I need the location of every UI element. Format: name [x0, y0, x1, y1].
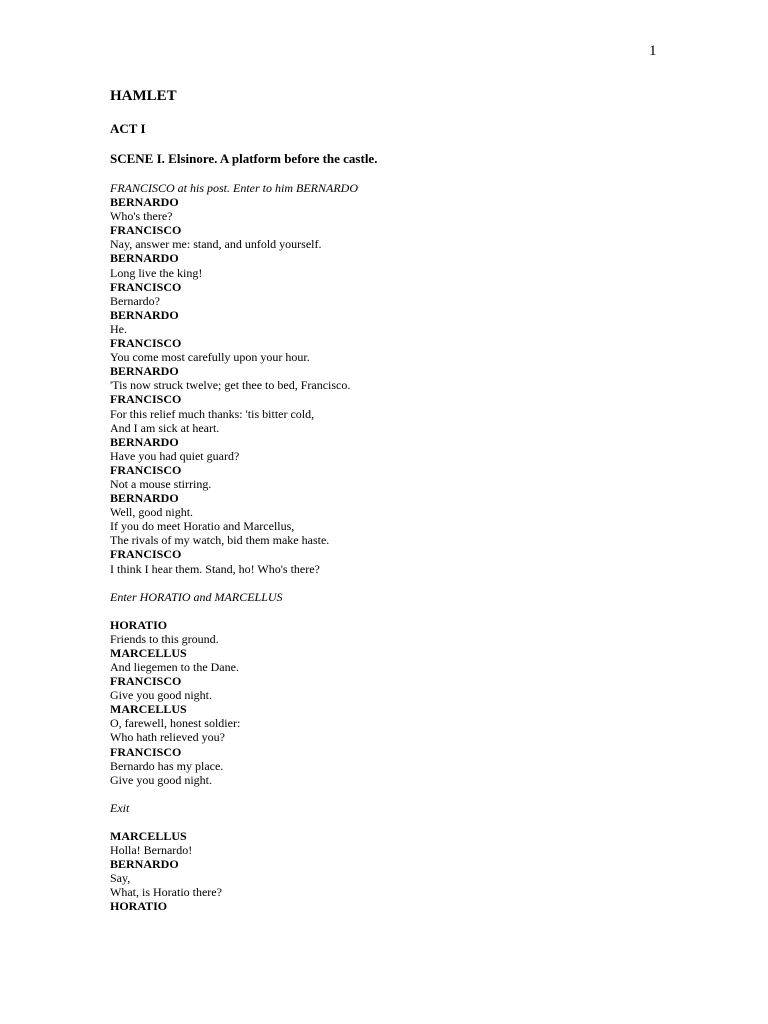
dialogue-line: What, is Horatio there?: [110, 885, 222, 900]
dialogue-line: Holla! Bernardo!: [110, 843, 193, 858]
blank-line: [110, 576, 710, 590]
dialogue-line: O, farewell, honest soldier:: [110, 716, 241, 731]
blank-line: [110, 815, 710, 829]
dialogue-line: Who hath relieved you?: [110, 730, 225, 745]
dialogue-line: Bernardo?: [110, 293, 160, 308]
dialogue-line: And liegemen to the Dane.: [110, 660, 239, 674]
speaker-name: BERNARDO: [110, 251, 179, 266]
dialogue-line: Long live the king!: [110, 265, 203, 280]
speaker-name: FRANCISCO: [110, 744, 182, 759]
dialogue-line: Bernardo has my place.: [110, 758, 224, 773]
dialogue-line: Friends to this ground.: [110, 631, 219, 646]
document-body: [110, 86, 710, 914]
speaker-name: MARCELLUS: [110, 645, 187, 660]
speaker-name: FRANCISCO: [110, 547, 182, 562]
stage-direction: Enter HORATIO and MARCELLUS: [110, 589, 283, 604]
scene-title: SCENE I. Elsinore. A platform before the castle.: [110, 151, 378, 166]
dialogue-line: Say,: [110, 871, 131, 886]
script-text: [110, 181, 710, 914]
blank-line: [110, 787, 710, 801]
dialogue-line: For this relief much thanks: 'tis bitter cold,: [110, 406, 315, 421]
dialogue-line: Not a mouse stirring.: [110, 476, 212, 491]
dialogue-line: The rivals of my watch, bid them make haste.: [110, 533, 330, 548]
dialogue-line: 'Tis now struck twelve; get thee to bed, Francisco.: [110, 378, 351, 393]
act-title: ACT I: [110, 121, 146, 136]
dialogue-line: Well, good night.: [110, 505, 194, 520]
dialogue-line: You come most carefully upon your hour.: [110, 350, 310, 365]
dialogue-line: If you do meet Horatio and Marcellus,: [110, 519, 295, 534]
speaker-name: FRANCISCO: [110, 336, 182, 351]
dialogue-line: Who's there?: [110, 209, 173, 224]
speaker-name: FRANCISCO: [110, 392, 182, 407]
speaker-name: BERNARDO: [110, 195, 179, 210]
play-title: HAMLET: [110, 88, 177, 104]
speaker-name: BERNARDO: [110, 307, 179, 322]
dialogue-line: Give you good night.: [110, 772, 212, 787]
speaker-name: MARCELLUS: [110, 828, 187, 843]
dialogue-line: Give you good night.: [110, 688, 212, 703]
speaker-name: HORATIO: [110, 899, 168, 914]
dialogue-line: He.: [110, 321, 127, 336]
speaker-name: FRANCISCO: [110, 279, 182, 294]
speaker-name: BERNARDO: [110, 434, 179, 449]
dialogue-line: I think I hear them. Stand, ho! Who's there?: [110, 561, 320, 576]
stage-direction: FRANCISCO at his post. Enter to him BERNARDO: [110, 181, 358, 195]
speaker-name: FRANCISCO: [110, 462, 182, 477]
speaker-name: BERNARDO: [110, 857, 179, 872]
dialogue-line: Nay, answer me: stand, and unfold yourself.: [110, 237, 322, 252]
stage-direction: Exit: [110, 800, 130, 815]
speaker-name: HORATIO: [110, 617, 168, 632]
dialogue-line: Have you had quiet guard?: [110, 448, 240, 463]
speaker-name: MARCELLUS: [110, 702, 187, 717]
page-number: 1: [649, 43, 657, 59]
blank-line: [110, 604, 710, 618]
speaker-name: BERNARDO: [110, 364, 179, 379]
speaker-name: FRANCISCO: [110, 223, 182, 238]
speaker-name: BERNARDO: [110, 491, 179, 506]
speaker-name: FRANCISCO: [110, 674, 182, 689]
dialogue-line: And I am sick at heart.: [110, 420, 220, 435]
